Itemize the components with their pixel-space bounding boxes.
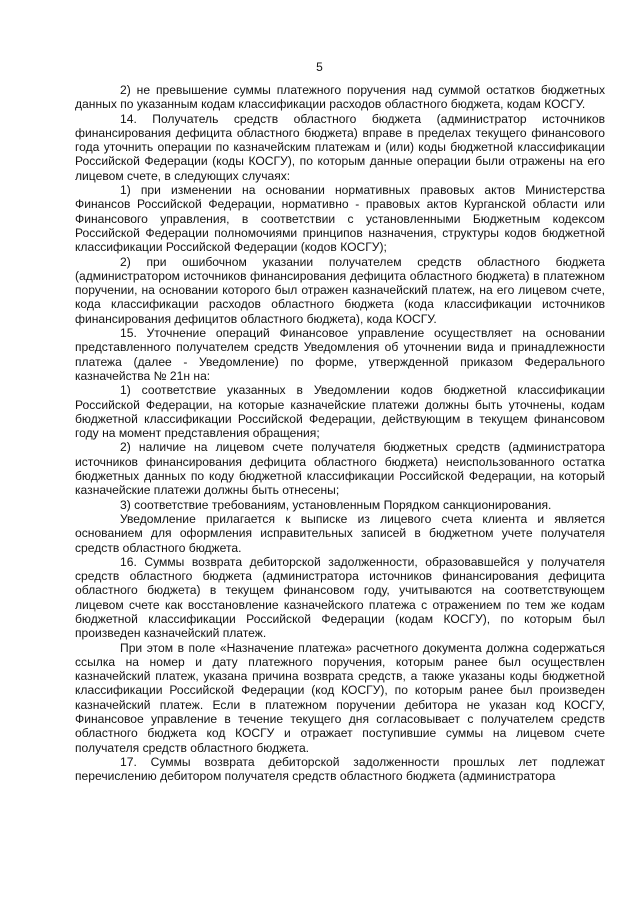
paragraph-section-15: 15. Уточнение операций Финансовое управление осуществляет на основании представленного получателем средств Уведомления об уточнении вида и принадлежности платежа (далее - Уведомление) по форме, утвержденной приказом Федерального казначейства № 21н на: [75, 326, 605, 383]
paragraph-section-15-item-1: 1) соответствие указанных в Уведомлении кодов бюджетной классификации Российской Федерации, на которые казначейские платежи должны быть уточнены, кодам бюджетной классификации Российской Федерации, действующим в текущем финансовом году на момент представления обращения; [75, 383, 605, 441]
paragraph-section-15-item-2: 2) наличие на лицевом счете получателя бюджетных средств (администратора источников финансирования дефицита областного бюджета) неиспользованного остатка бюджетных данных по коду бюджетной классификации Российской Федерации, на который казначейские платежи должны быть отнесены; [75, 440, 605, 498]
paragraph-section-14-item-2: 2) при ошибочном указании получателем средств областного бюджета (администратором источников финансирования дефицита областного бюджета) в платежном поручении, на основании которого был отражен казначейский платеж, на его лицевом счете, кода классификации расходов областного бюджета (кода классификации источников финансирования дефицитов областного бюджета), кода КОСГУ. [75, 254, 605, 326]
paragraph-section-17: 17. Суммы возврата дебиторской задолженности прошлых лет подлежат перечислению дебитором получателя средств областного бюджета (администратора [75, 754, 605, 784]
document-body [75, 83, 605, 784]
paragraph-section-16: 16. Суммы возврата дебиторской задолженности, образовавшейся у получателя средств областного бюджета (администратора источников финансирования дефицита областного бюджета) в текущем финансовом году, учитываются на соответствующем лицевом счете как восстановление казначейского платежа с отражением по тем же кодам бюджетной классификации Российской Федерации (кодам КОСГУ), по которым был произведен казначейский платеж. [75, 554, 605, 641]
paragraph-section-15-item-3: 3) соответствие требованиям, установленным Порядком санкционирования. [120, 497, 552, 512]
paragraph-notification-note: Уведомление прилагается к выписке из лицевого счета клиента и является основанием для оформления исправительных записей в бюджетном учете получателя средств областного бюджета. [75, 511, 605, 555]
paragraph-section-14: 14. Получатель средств областного бюджета (администратор источников финансирования дефицита областного бюджета) вправе в пределах текущего финансового года уточнить операции по казначейским платежам и (или) коды бюджетной классификации Российской Федерации (коды КОСГУ), по которым данные операции были отражены на его лицевом счете, в следующих случаях: [75, 111, 605, 183]
paragraph-item-2-budget-balance: 2) не превышение суммы платежного поручения над суммой остатков бюджетных данных по указанным кодам классификации расходов областного бюджета, кодам КОСГУ. [75, 83, 605, 112]
page-number: 5 [316, 60, 323, 74]
paragraph-section-14-item-1: 1) при изменении на основании нормативных правовых актов Министерства Финансов Российской Федерации, нормативно - правовых актов Курганской области или Финансового управления, в соответствии с установленными Бюджетным кодексом Российской Федерации полномочиями принципов назначения, структуры кодов бюджетной классификации Российской Федерации (кодов КОСГУ); [75, 183, 605, 255]
paragraph-section-16-payment-purpose: При этом в поле «Назначение платежа» расчетного документа должна содержаться ссылка на номер и дату платежного поручения, которым ранее был осуществлен казначейский платеж, указана причина возврата средств, а также указаны коды бюджетной классификации Российской Федерации (код КОСГУ), по которым ранее был произведен казначейский платеж. Если в платежном поручении дебитора не указан код КОСГУ, Финансовое управление в течение текущего дня согласовывает с получателем средств областного бюджета код КОСГУ и отражает поступившие суммы на лицевом счете получателя средств областного бюджета. [75, 640, 605, 755]
